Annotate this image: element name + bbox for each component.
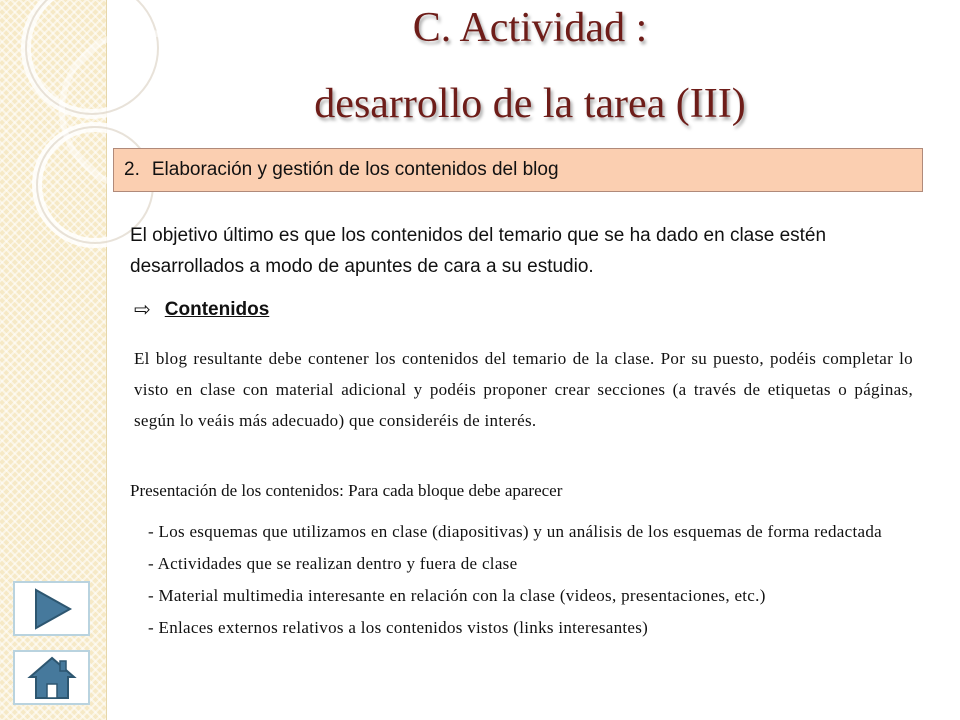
list-item: - Enlaces externos relativos a los contenidos vistos (links interesantes) xyxy=(148,618,649,637)
presentation-list xyxy=(148,520,893,648)
home-button[interactable] xyxy=(13,650,90,705)
contenidos-label: Contenidos xyxy=(164,298,270,320)
play-icon xyxy=(30,587,74,631)
next-slide-button[interactable] xyxy=(13,581,90,636)
contenidos-heading xyxy=(134,297,269,322)
section-number: 2. xyxy=(124,159,140,180)
slide-title-line2: desarrollo de la tarea (III) xyxy=(314,81,746,127)
list-item: - Los esquemas que utilizamos en clase (diapositivas) y un análisis de los esquemas de forma redactada xyxy=(148,522,882,541)
section-header xyxy=(113,148,923,192)
right-arrow-icon: ⇨ xyxy=(134,299,151,321)
intro-paragraph: El objetivo último es que los contenidos del temario que se ha dado en clase estén desarrollados a modo de apuntes de cara a su estudio. xyxy=(130,225,827,277)
home-icon xyxy=(27,655,77,701)
slide-title-line1: C. Actividad : xyxy=(412,5,648,51)
section-label: Elaboración y gestión de los contenidos del blog xyxy=(151,159,559,180)
presentation-intro: Presentación de los contenidos: Para cada bloque debe aparecer xyxy=(130,481,563,500)
list-item: - Material multimedia interesante en relación con la clase (videos, presentaciones, etc.) xyxy=(148,586,766,605)
contenidos-body: El blog resultante debe contener los contenidos del temario de la clase. Por su puesto, podéis completar lo visto en clase con material adicional y podéis proponer crear secciones (a través de etiquetas o páginas, según lo veáis más adecuado) que consideréis de interés. xyxy=(134,349,913,430)
list-item: - Actividades que se realizan dentro y fuera de clase xyxy=(148,554,518,573)
